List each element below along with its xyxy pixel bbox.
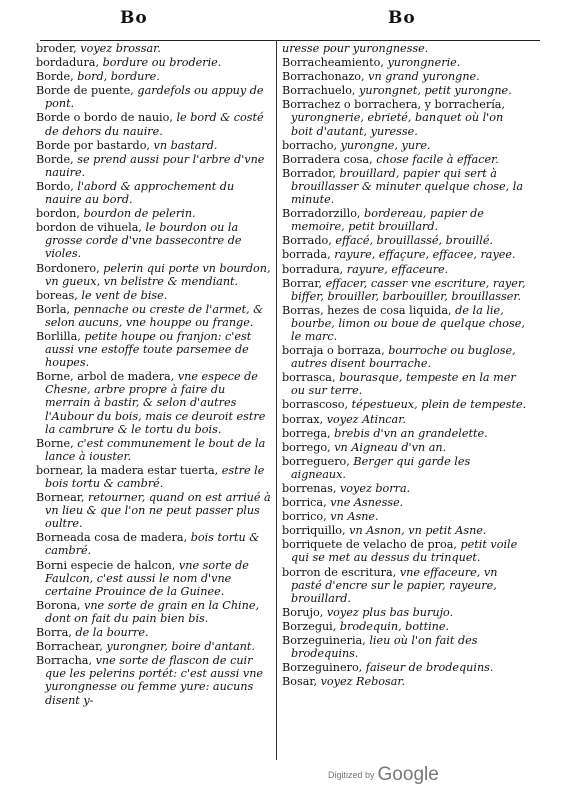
entry-definition: pennache ou creste de l'armet, & selon aucuns, vne houppe ou frange. bbox=[45, 302, 264, 329]
entry-headword: Borni especie de halcon, bbox=[36, 558, 179, 572]
dictionary-entry bbox=[36, 289, 272, 302]
watermark-prefix: Digitized by bbox=[328, 770, 375, 780]
running-head-left: Bo bbox=[120, 8, 148, 28]
entry-definition: vn Aigneau d'vn an. bbox=[334, 440, 447, 454]
dictionary-entry bbox=[36, 640, 272, 653]
dictionary-entry bbox=[36, 330, 272, 369]
entry-headword: borrax, bbox=[282, 412, 327, 426]
entry-definition: gardefols ou appuy de pont. bbox=[45, 84, 264, 111]
entry-definition: brouillard, papier qui sert à brouillasser & minuter quelque chose, la minute. bbox=[291, 166, 524, 207]
dictionary-entry bbox=[282, 207, 528, 233]
entry-definition: vne effaceure, vn pasté d'encre sur le papier, rayeure, brouillard. bbox=[291, 565, 498, 605]
dictionary-entry bbox=[282, 56, 528, 69]
dictionary-entry bbox=[282, 427, 528, 440]
entry-headword: Bornear, bbox=[36, 491, 89, 505]
entry-headword: Borlilla, bbox=[36, 329, 85, 343]
entry-headword: borreguero, bbox=[282, 454, 354, 468]
entry-definition: le bord & costé de dehors du nauire. bbox=[45, 111, 264, 138]
dictionary-entry bbox=[282, 248, 528, 261]
entry-definition: bourroche ou buglose, autres disent bourrache. bbox=[291, 344, 516, 371]
entry-definition: vne sorte de flascon de cuir que les pelerins portét: c'est aussi vne yurongnesse ou femme yure: aucuns disent y- bbox=[45, 654, 264, 707]
entry-headword: Borne, bbox=[36, 436, 78, 450]
entry-headword: borriquillo, bbox=[282, 524, 350, 538]
left-column bbox=[36, 42, 272, 708]
entry-headword: borrada, bbox=[282, 248, 335, 262]
watermark-brand: Google bbox=[377, 764, 439, 785]
entry-definition: voyez Rebosar. bbox=[320, 675, 406, 689]
dictionary-entry bbox=[282, 566, 528, 605]
dictionary-entry bbox=[282, 398, 528, 411]
dictionary-entry bbox=[36, 262, 272, 288]
entry-definition: vn Asne. bbox=[330, 510, 379, 524]
dictionary-entry bbox=[282, 234, 528, 247]
entry-headword: Borla, bbox=[36, 302, 74, 316]
entry-definition: bois tortu & cambré. bbox=[45, 531, 260, 558]
entry-headword: Borrachuelo, bbox=[282, 84, 360, 98]
dictionary-entry bbox=[36, 464, 272, 490]
dictionary-entry bbox=[282, 277, 528, 303]
entry-definition: petit voile qui se met au dessus du trinquet. bbox=[291, 538, 518, 565]
entry-definition: retourner, quand on est arriué à vn lieu & que l'on ne peut passer plus oultre. bbox=[45, 491, 271, 531]
dictionary-entry bbox=[282, 455, 528, 481]
dictionary-entry bbox=[36, 370, 272, 435]
entry-definition: yurongnet, petit yurongne. bbox=[359, 84, 512, 98]
dictionary-entry bbox=[282, 153, 528, 166]
entry-headword: borrasca, bbox=[282, 371, 340, 385]
dictionary-entry bbox=[36, 139, 272, 152]
entry-headword: borrica, bbox=[282, 496, 331, 510]
entry-definition: bord, bordure. bbox=[77, 70, 160, 84]
entry-headword: Borrachonazo, bbox=[282, 70, 369, 84]
entry-headword: Borracha, bbox=[36, 654, 96, 668]
entry-headword: Borde, bbox=[36, 70, 78, 84]
dictionary-entry bbox=[282, 496, 528, 509]
entry-definition: bordure ou broderie. bbox=[102, 56, 222, 70]
entry-headword: Borona, bbox=[36, 598, 85, 612]
entry-definition: vn bastard. bbox=[153, 138, 218, 152]
dictionary-entry bbox=[282, 510, 528, 523]
dictionary-entry bbox=[282, 524, 528, 537]
entry-definition: de la bourre. bbox=[75, 626, 149, 640]
entry-definition: yurongne, yure. bbox=[340, 138, 431, 152]
entry-headword: boreas, bbox=[36, 288, 82, 302]
dictionary-entry bbox=[282, 661, 528, 674]
entry-headword: bornear, la madera estar tuerta, bbox=[36, 463, 222, 477]
dictionary-entry bbox=[282, 70, 528, 83]
dictionary-entry bbox=[36, 221, 272, 260]
dictionary-entry bbox=[36, 491, 272, 530]
entry-definition: de la lie, bourbe, limon ou boue de quelque chose, le marc. bbox=[291, 303, 525, 343]
entry-definition: tépestueux, plein de tempeste. bbox=[351, 398, 527, 412]
entry-headword: borrascoso, bbox=[282, 398, 352, 412]
entry-headword: Borradorzillo, bbox=[282, 207, 365, 221]
entry-headword: borrico, bbox=[282, 510, 331, 524]
entry-headword: Bordonero, bbox=[36, 261, 104, 275]
dictionary-entry bbox=[282, 538, 528, 564]
dictionary-entry bbox=[36, 437, 272, 463]
dictionary-entry bbox=[36, 153, 272, 179]
entry-definition: voyez brossar. bbox=[80, 42, 161, 55]
entry-definition: brodequin, bottine. bbox=[339, 619, 450, 633]
entry-headword: Borrachear, bbox=[36, 640, 107, 654]
entry-definition: effacé, brouillassé, brouillé. bbox=[335, 234, 493, 248]
entry-headword: Borzeguineria, bbox=[282, 634, 370, 648]
entry-headword: Borras, hezes de cosa liquida, bbox=[282, 303, 456, 317]
dictionary-entry bbox=[282, 634, 528, 660]
dictionary-entry bbox=[36, 42, 272, 55]
dictionary-entry bbox=[282, 620, 528, 633]
entry-definition: vne sorte de Faulcon, c'est aussi le nom d'vne certaine Prouince de la Guinee. bbox=[45, 558, 249, 598]
entry-definition: yurongnerie, ebrieté, banquet où l'on boit d'autant, yuresse. bbox=[291, 111, 504, 138]
entry-headword: Bosar, bbox=[282, 675, 321, 689]
dictionary-entry bbox=[282, 98, 528, 137]
dictionary-entry bbox=[282, 42, 528, 55]
entry-definition: estre le bois tortu & cambré. bbox=[45, 463, 265, 490]
entry-definition: vne espece de Chesne, arbre propre à faire du merrain à bastir, & selon d'autres l'Aubour du bois, mais ce deuroit estre la cambrure & le tortu du bois. bbox=[45, 370, 266, 436]
entry-definition: voyez Atincar. bbox=[326, 412, 406, 426]
entry-definition: petite houpe ou franjon: c'est aussi vne estoffe toute parsemee de houpes. bbox=[45, 329, 252, 370]
dictionary-entry bbox=[282, 482, 528, 495]
dictionary-entry bbox=[36, 207, 272, 220]
entry-definition: vne Asnesse. bbox=[330, 496, 404, 510]
dictionary-entry bbox=[36, 599, 272, 625]
entry-headword: Borneada cosa de madera, bbox=[36, 531, 191, 545]
entry-headword: Borzegui, bbox=[282, 619, 340, 633]
dictionary-entry bbox=[36, 111, 272, 137]
dictionary-entry bbox=[36, 303, 272, 329]
dictionary-entry bbox=[282, 167, 528, 206]
entry-headword: borrega, bbox=[282, 426, 335, 440]
dictionary-entry bbox=[36, 56, 272, 69]
entry-headword: bordadura, bbox=[36, 56, 103, 70]
entry-definition: Berger qui garde les aigneaux. bbox=[291, 454, 471, 481]
entry-definition: faiseur de brodequins. bbox=[365, 661, 494, 675]
entry-definition: se prend aussi pour l'arbre d'vne nauire. bbox=[45, 152, 265, 179]
entry-definition: le bourdon ou la grosse corde d'vne bassecontre de violes. bbox=[45, 221, 242, 261]
dictionary-entry bbox=[282, 413, 528, 426]
entry-definition: bordereau, papier de memoire, petit brouillard. bbox=[291, 207, 484, 234]
dictionary-entry bbox=[282, 304, 528, 343]
entry-definition: l'abord & approchement du nauire au bord. bbox=[45, 179, 235, 207]
entry-definition: rayure, effaçure, effacee, rayee. bbox=[334, 248, 516, 262]
entry-headword: bordon de vihuela, bbox=[36, 221, 146, 235]
entry-definition: effacer, casser vne escriture, rayer, biffer, brouiller, barbouiller, brouillasser. bbox=[291, 276, 526, 303]
entry-headword: Borne, arbol de madera, bbox=[36, 370, 178, 384]
entry-headword: borriquete de velacho de proa, bbox=[282, 538, 461, 552]
entry-headword: Borrar, bbox=[282, 276, 326, 290]
entry-headword: Borrachez o borrachera, y borrachería, bbox=[282, 98, 506, 112]
dictionary-entry bbox=[282, 441, 528, 454]
entry-headword: bordon, bbox=[36, 207, 84, 221]
entry-definition: vn Asnon, vn petit Asne. bbox=[349, 524, 487, 538]
entry-headword: Borrado, bbox=[282, 234, 336, 248]
entry-definition: bourdon de pelerin. bbox=[83, 207, 196, 221]
right-column bbox=[282, 42, 528, 689]
entry-definition: pelerin qui porte vn bourdon, vn gueux, vn belistre & mendiant. bbox=[45, 261, 271, 288]
entry-headword: borrego, bbox=[282, 440, 335, 454]
entry-definition: rayure, effaceure. bbox=[346, 262, 449, 276]
entry-headword: broder, bbox=[36, 42, 81, 55]
dictionary-entry bbox=[36, 70, 272, 83]
entry-definition: lieu où l'on fait des brodequins. bbox=[291, 634, 478, 661]
running-head-right: Bo bbox=[388, 8, 416, 28]
entry-headword: Bordo, bbox=[36, 179, 78, 193]
entry-definition: bourasque, tempeste en la mer ou sur terre. bbox=[291, 371, 516, 398]
entry-headword: Borde, bbox=[36, 152, 78, 166]
entry-definition: vne sorte de grain en la Chine, dont on fait du pain bien bis. bbox=[45, 598, 259, 625]
dictionary-entry bbox=[36, 180, 272, 206]
dictionary-entry bbox=[282, 263, 528, 276]
digitized-watermark bbox=[328, 764, 528, 786]
dictionary-entry bbox=[36, 626, 272, 639]
entry-headword: Borrador, bbox=[282, 166, 340, 180]
entry-definition: voyez plus bas burujo. bbox=[326, 605, 454, 619]
dictionary-entry bbox=[282, 84, 528, 97]
entry-definition: uresse pour yurongnesse. bbox=[282, 42, 429, 55]
dictionary-entry bbox=[282, 139, 528, 152]
entry-headword: Borzeguinero, bbox=[282, 661, 366, 675]
header-rule bbox=[40, 40, 540, 41]
dictionary-entry bbox=[282, 371, 528, 397]
entry-headword: borradura, bbox=[282, 262, 347, 276]
entry-headword: Borra, bbox=[36, 626, 76, 640]
dictionary-entry bbox=[36, 531, 272, 557]
dictionary-entry bbox=[282, 675, 528, 688]
dictionary-entry bbox=[36, 84, 272, 110]
entry-definition: c'est communement le bout de la lance à iouster. bbox=[45, 436, 266, 463]
entry-definition: chose facile à effacer. bbox=[376, 152, 499, 166]
entry-headword: borrenas, bbox=[282, 482, 340, 495]
dictionary-entry bbox=[282, 344, 528, 370]
entry-headword: Borde de puente, bbox=[36, 84, 138, 98]
entry-definition: le vent de bise. bbox=[81, 288, 168, 302]
entry-headword: Borradera cosa, bbox=[282, 152, 377, 166]
entry-definition: yurongner, boire d'antant. bbox=[106, 640, 255, 654]
entry-headword: Borujo, bbox=[282, 605, 327, 619]
dictionary-entry bbox=[282, 606, 528, 619]
entry-headword: borraja o borraza, bbox=[282, 344, 389, 358]
entry-headword: Borde o bordo de nauio, bbox=[36, 111, 177, 125]
entry-definition: voyez borra. bbox=[339, 482, 411, 495]
entry-headword: Borracheamiento, bbox=[282, 56, 388, 70]
entry-headword: borracho, bbox=[282, 138, 341, 152]
entry-definition: yurongnerie. bbox=[387, 56, 461, 70]
entry-headword: borron de escritura, bbox=[282, 565, 400, 579]
dictionary-entry bbox=[36, 654, 272, 706]
column-divider bbox=[276, 40, 277, 760]
entry-headword: Borde por bastardo, bbox=[36, 138, 154, 152]
dictionary-entry bbox=[36, 559, 272, 598]
entry-definition: brebis d'vn an grandelette. bbox=[334, 426, 488, 440]
entry-definition: vn grand yurongne. bbox=[368, 70, 480, 84]
